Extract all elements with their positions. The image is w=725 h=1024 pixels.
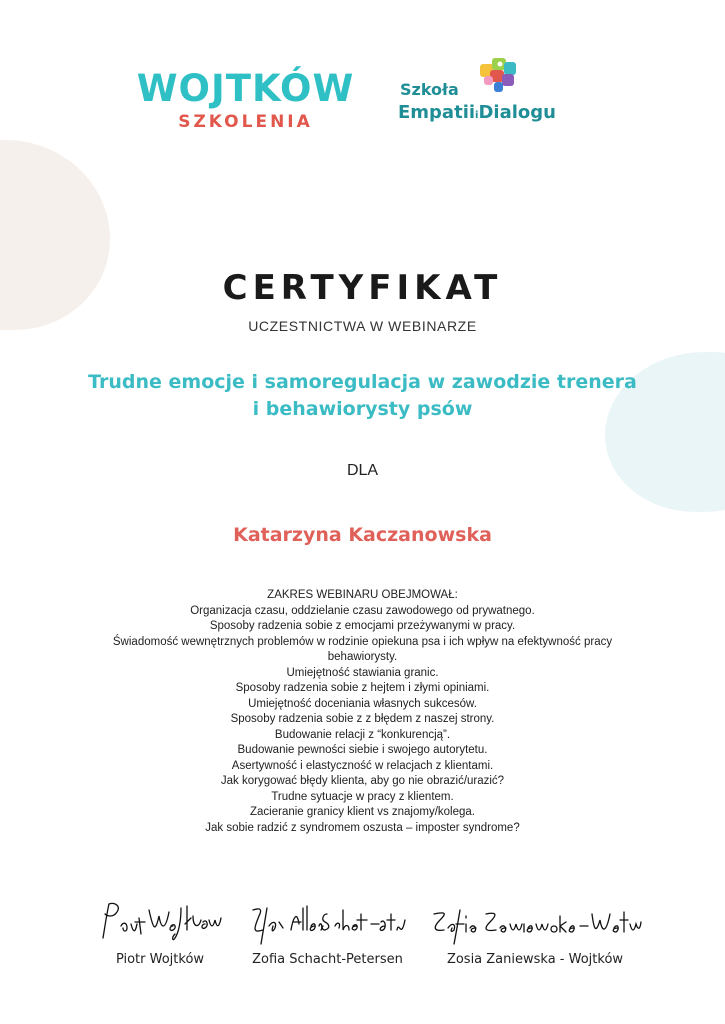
certificate-title: CERTYFIKAT [222, 268, 503, 308]
scope-item: Umiejętność stawiania granic. [286, 666, 439, 679]
signature-block-zofia [240, 900, 415, 967]
webinar-title-line-1: Trudne emocje i samoregulacja w zawodzie trenera [88, 371, 637, 393]
signatory-name: Zofia Schacht-Petersen [252, 952, 403, 967]
scope-item: Świadomość wewnętrznych problemów w rodzinie opiekuna psa i ich wpływ na efektywność pracy [112, 635, 613, 648]
scope-item: behawiorysty. [327, 651, 398, 663]
recipient-name: Katarzyna Kaczanowska [233, 524, 492, 546]
scope-item: Sposoby radzenia sobie z emocjami przeżywanymi w pracy. [209, 620, 516, 632]
scope-heading: ZAKRES WEBINARU OBEJMOWAŁ: [267, 589, 458, 601]
signatory-name: Zosia Zaniewska - Wojtków [446, 952, 624, 967]
scope-item: Trudne sytuacje w pracy z klientem. [271, 790, 454, 803]
webinar-title-line-2: i behawiorysty psów [252, 398, 473, 420]
logo-wojtkow-text: WOJTKÓW [136, 67, 355, 110]
signature-zofia [245, 900, 410, 948]
logo-empatii-dialogu-text [398, 102, 556, 123]
signature-zosia [428, 902, 643, 948]
webinar-scope [40, 588, 685, 836]
scope-item: Zacieranie granicy klient vs znajomy/kolega. [250, 806, 475, 818]
logo-empatii-word: Empatii [398, 102, 476, 123]
scope-item: Jak korygować błędy klienta, aby go nie obrazić/urazić? [220, 775, 505, 787]
certificate-subtitle: UCZESTNICTWA W WEBINARZE [248, 318, 477, 334]
signature-block-zosia [425, 902, 645, 967]
wojtkow-szkolenia-logo [128, 67, 363, 132]
scope-item: Jak sobie radzić z syndromem oszusta – imposter syndrome? [205, 821, 520, 834]
scope-item: Sposoby radzenia sobie z z błędem z naszej strony. [230, 713, 495, 725]
scope-item: Budowanie relacji z “konkurencją”. [274, 728, 451, 741]
scope-item: Asertywność i elastyczność w relacjach z klientami. [231, 759, 494, 772]
scope-item: Organizacja czasu, oddzielanie czasu zawodowego od prywatnego. [190, 604, 535, 617]
for-label: DLA [346, 462, 379, 479]
szkola-empatii-logo [398, 56, 588, 131]
scope-item: Sposoby radzenia sobie z hejtem i złymi opiniami. [235, 682, 490, 694]
logo-szkola-text: Szkoła [400, 80, 459, 99]
signatory-name: Piotr Wojtków [115, 952, 205, 967]
signature-piotr [95, 898, 225, 948]
signature-block-piotr [90, 898, 230, 967]
puzzle-head-icon [476, 56, 520, 96]
scope-item: Budowanie pewności siebie i swojego autorytetu. [237, 744, 488, 756]
logo-dialogu-word: Dialogu [478, 102, 556, 123]
webinar-title [30, 369, 695, 423]
logo-i-word: i [475, 110, 479, 121]
scope-item: Umiejętność doceniania własnych sukcesów. [248, 697, 477, 710]
logo-szkolenia-text: SZKOLENIA [178, 112, 313, 132]
